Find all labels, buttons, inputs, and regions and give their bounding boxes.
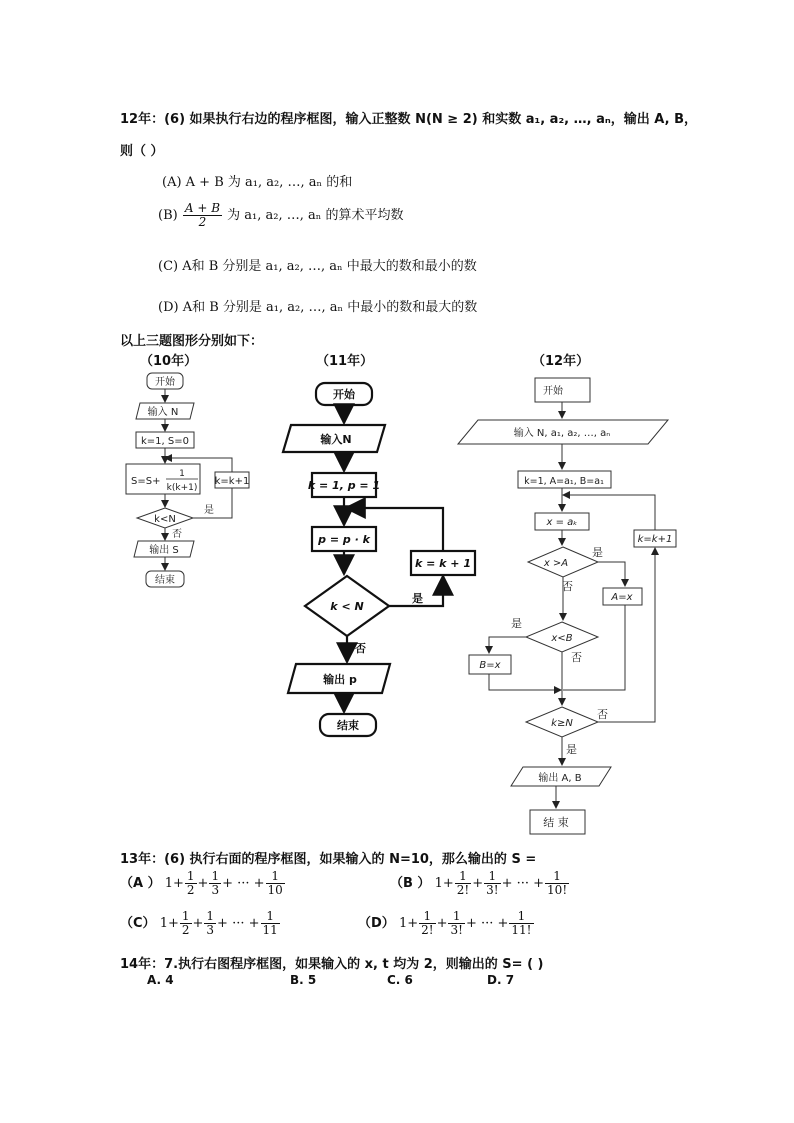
fig12-cond3-label: k≥N: [551, 718, 573, 729]
fig11-start-label: 开始: [333, 388, 355, 401]
fig12-assign-label: x = aₖ: [546, 517, 578, 528]
fig12-start-label: 开始: [543, 386, 563, 397]
fig10-init-label: k=1, S=0: [141, 436, 189, 447]
q14-option-b: B. 5: [290, 973, 317, 987]
fig10-end-label: 结束: [155, 575, 175, 586]
q14-option-c: C. 6: [387, 973, 413, 987]
fig10-no-label: 否: [172, 529, 182, 540]
q12-option-b-fraction: $\frac{A + B}{2}$: [184, 201, 221, 229]
fig12-setB-label: B=x: [479, 660, 501, 671]
q12-option-d: (D) A和 B 分别是 a₁, a₂, …, aₙ 中最小的数和最大的数: [158, 300, 478, 315]
fig11-inc-label: k = k + 1: [414, 557, 472, 570]
q12-option-a: (A) A + B 为 a₁, a₂, …, aₙ 的和: [162, 175, 353, 190]
fig10-yes-label: 是: [204, 505, 214, 516]
fig10-title: （10年）: [140, 354, 198, 369]
fig11-input-label: 输入N: [320, 433, 352, 446]
q12-paren: 则（ ）: [120, 144, 164, 159]
fig12-end-label: 结 束: [543, 816, 569, 829]
fig10-frac-den: k(k+1): [166, 483, 198, 493]
fig10-update-label: S=S+: [131, 476, 161, 487]
fig11-title: （11年）: [316, 354, 374, 369]
fig12-cond2-yes: 是: [511, 617, 522, 630]
fig10-frac-num: 1: [179, 469, 185, 479]
fig10-start-label: 开始: [155, 377, 175, 388]
fig12-cond1-label: x >A: [543, 558, 569, 569]
fig11-end-label: 结束: [337, 719, 359, 732]
fig12-cond3-no: 否: [597, 708, 608, 721]
fig11-output-label: 输出 p: [323, 673, 357, 686]
fig10-input-label: 输入 N: [147, 407, 179, 418]
fig12-inc-label: k=k+1: [637, 534, 673, 545]
fig12-cond3-yes: 是: [566, 743, 577, 756]
q14-option-a: A. 4: [147, 973, 174, 987]
fig11-no-label: 否: [355, 642, 366, 655]
fig12-cond1-yes: 是: [592, 546, 603, 559]
fig12-output-label: 输出 A, B: [538, 773, 582, 784]
q14-option-d: D. 7: [487, 973, 515, 987]
fig12-init-label: k=1, A=a₁, B=a₁: [524, 476, 604, 487]
q12-option-b-text: 为 a₁, a₂, …, aₙ 的算术平均数: [227, 208, 404, 223]
figures-intro: 以上三题图形分别如下：: [120, 334, 264, 349]
q13-option-d: （D） 1+ $\frac{1}{2!}$ + $\frac{1}{3!}$ + ··· + $\frac{1}{11!}$: [358, 909, 532, 937]
q13-option-a: （A ） 1+ $\frac{1}{2}$ + $\frac{1}{3}$ + ··· + $\frac{1}{10}$: [120, 869, 283, 897]
fig12-cond2-label: x<B: [551, 633, 573, 644]
fig12-cond2-no: 否: [571, 651, 582, 664]
fig11-update-label: p = p · k: [318, 533, 370, 546]
fig12-chart: [458, 378, 676, 834]
fig12-cond1-no: 否: [562, 580, 573, 593]
q12-option-c: (C) A和 B 分别是 a₁, a₂, …, aₙ 中最大的数和最小的数: [158, 259, 477, 274]
fig11-init-label: k = 1, p = 1: [307, 479, 381, 492]
q13-option-c: （C） 1+ $\frac{1}{2}$ + $\frac{1}{3}$ + ··· + $\frac{1}{11}$: [120, 909, 278, 937]
fig10-output-label: 输出 S: [149, 545, 179, 556]
fig10-inc-label: k=k+1: [214, 476, 250, 487]
q13-option-b: （B ） 1+ $\frac{1}{2!}$ + $\frac{1}{3!}$ + ··· + $\frac{1}{10!}$: [390, 869, 568, 897]
fig12-title: （12年）: [532, 354, 590, 369]
fig11-cond-label: k < N: [330, 600, 364, 613]
fig12-setA-label: A=x: [611, 592, 633, 603]
q12-option-b-label: (B): [158, 208, 178, 223]
q13-header: 13年：(6) 执行右面的程序框图，如果输入的 N=10，那么输出的 S =: [120, 852, 537, 867]
fig12-input-label: 输入 N, a₁, a₂, …, aₙ: [513, 428, 611, 439]
q14-header: 14年：7.执行右图程序框图，如果输入的 x, t 均为 2，则输出的 S= ( ): [120, 957, 544, 972]
q12-header: 12年：(6) 如果执行右边的程序框图，输入正整数 N(N ≥ 2) 和实数 a₁, a₂, …, aₙ，输出 A, B，: [120, 112, 697, 127]
fig10-cond-label: k<N: [154, 514, 176, 525]
fig11-yes-label: 是: [412, 592, 423, 605]
